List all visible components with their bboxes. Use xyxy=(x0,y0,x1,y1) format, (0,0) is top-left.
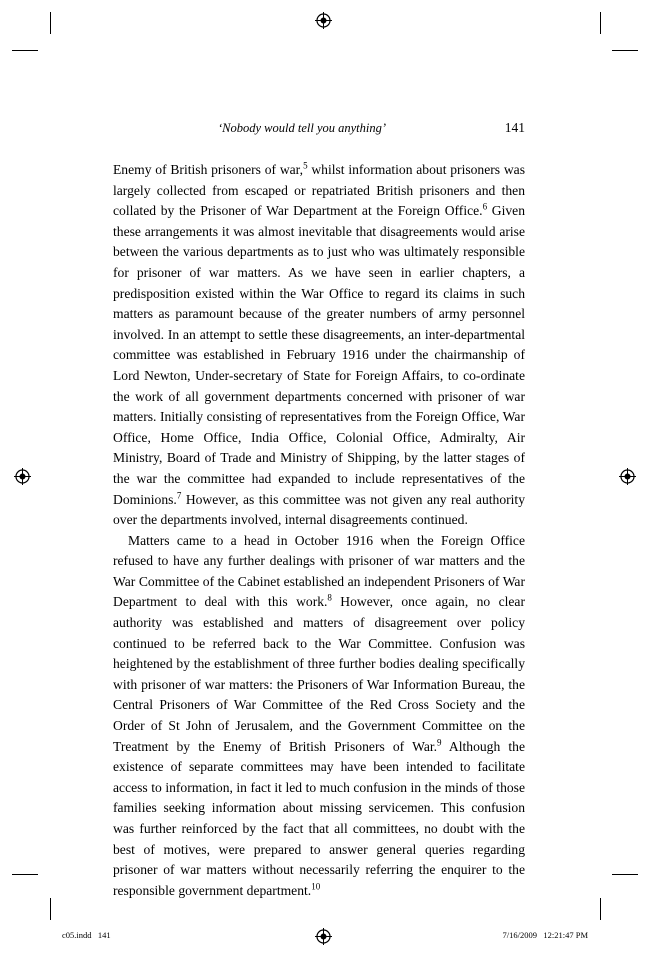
crop-mark-left-bottom xyxy=(12,874,38,875)
footer-file-info: c05.indd 141 xyxy=(62,930,111,940)
footnote-marker: 9 xyxy=(437,737,442,748)
paragraph-text: However, as this committee was not given any real authority over the departments involved, internal disagreements continued. xyxy=(113,491,525,528)
registration-mark-left xyxy=(14,468,31,485)
footer-timestamp: 7/16/2009 12:21:47 PM xyxy=(502,930,588,940)
crop-mark-bottom-left xyxy=(50,898,51,920)
footnote-marker: 7 xyxy=(176,489,182,500)
paragraph xyxy=(113,531,525,902)
paragraph-text: However, once again, no clear authority was established and matters of disagreement over policy continued to be referred back to the War Committee. Confusion was heightened by the establishment of three further bodies dealing specifically with prisoner of war matters: the Prisoners of War Information Bureau, the Central Prisoners of War Committee of the Red Cross Society and the Order of St John of Jerusalem, and the Government Committee on the Treatment by the Enemy of British Prisoners of War. xyxy=(113,594,525,754)
crop-mark-top-left xyxy=(50,12,51,34)
paragraph-text: Enemy of British prisoners of war, xyxy=(113,162,304,177)
registration-mark-bottom xyxy=(315,928,332,945)
crop-mark-left-top xyxy=(12,50,38,51)
crop-mark-right-top xyxy=(612,50,638,51)
footnote-marker: 10 xyxy=(311,881,321,892)
paragraph-text: Although the existence of separate committees may have been intended to facilitate access to information, in fact it led to much confusion in the minds of those families seeking information about missing servicemen. This confusion was further reinforced by the fact that all committees, no doubt with the best of motives, were prepared to answer general queries regarding prisoner of war matters without necessarily referring the enquirer to the responsible government department. xyxy=(113,738,525,898)
footnote-marker: 5 xyxy=(303,160,308,171)
crop-mark-right-bottom xyxy=(612,874,638,875)
running-head-title: ‘Nobody would tell you anything’ xyxy=(218,121,387,135)
crop-mark-top-right xyxy=(600,12,601,34)
body-text xyxy=(113,160,525,901)
registration-mark-top xyxy=(315,12,332,29)
page-number: 141 xyxy=(504,120,525,135)
footnote-marker: 6 xyxy=(482,201,488,212)
running-head xyxy=(113,120,525,136)
page-content xyxy=(113,120,525,901)
crop-mark-bottom-right xyxy=(600,898,601,920)
registration-mark-right xyxy=(619,468,636,485)
paragraph-text: Given these arrangements it was almost inevitable that disagreements would arise between the various departments as to just who was ultimately responsible for prisoner of war matters. As we have seen in earlier chapters, a predisposition existed within the War Office to regard its claims in such matters as paramount because of the greater numbers of army personnel involved. In an attempt to settle these disagreements, an inter-departmental committee was established in February 1916 under the chairmanship of Lord Newton, Under-secretary of State for Foreign Affairs, to co-ordinate the work of all government departments concerned with prisoner of war matters. Initially consisting of representatives from the Foreign Office, War Office, Home Office, India Office, Colonial Office, Admiralty, Air Ministry, Board of Trade and Ministry of Shipping, by the latter stages of the war the committee had expanded to include representatives of the Dominions. xyxy=(113,203,525,507)
paragraph-text: whilst information about prisoners was largely collected from escaped or repatriated British prisoners and then collated by the Prisoner of War Department at the Foreign Office. xyxy=(113,162,525,219)
paragraph-text: Matters came to a head in October 1916 when the Foreign Office refused to have any further dealings with prisoner of war matters and the War Committee of the Cabinet established an independent Prisoners of War Department to deal with this work. xyxy=(113,532,525,610)
paragraph xyxy=(113,160,525,531)
footnote-marker: 8 xyxy=(327,592,332,603)
